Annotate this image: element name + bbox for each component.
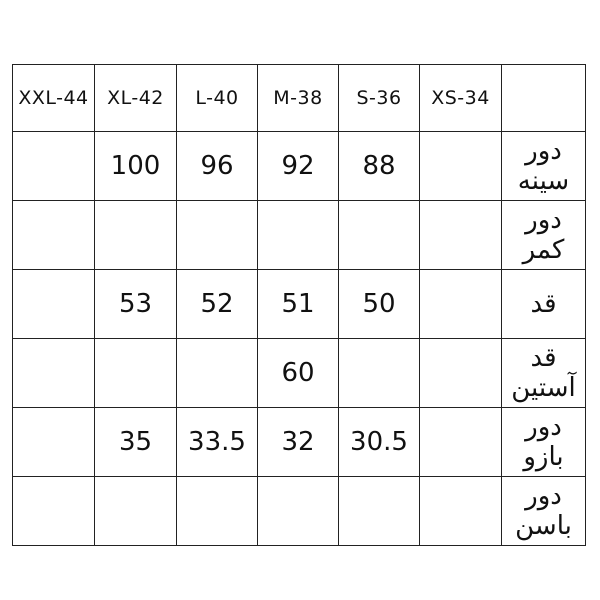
table-cell xyxy=(177,339,258,408)
header-cell-corner xyxy=(502,65,586,132)
table-cell: 32 xyxy=(258,408,339,477)
table-row-length xyxy=(13,270,586,339)
table-cell xyxy=(13,201,95,270)
header-cell-l-40: L-40 xyxy=(177,65,258,132)
header-cell-xxl-44: XXL-44 xyxy=(13,65,95,132)
table-cell xyxy=(177,201,258,270)
table-cell: 51 xyxy=(258,270,339,339)
table-cell xyxy=(95,201,177,270)
table-cell: 92 xyxy=(258,132,339,201)
table-cell xyxy=(420,270,502,339)
header-cell-m-38: M-38 xyxy=(258,65,339,132)
table-cell: 52 xyxy=(177,270,258,339)
table-cell xyxy=(420,339,502,408)
size-chart-table xyxy=(12,64,586,546)
table-cell xyxy=(13,477,95,546)
table-cell: 53 xyxy=(95,270,177,339)
row-label-length: قد xyxy=(502,270,586,339)
table-cell xyxy=(420,132,502,201)
table-row-hip xyxy=(13,477,586,546)
table-cell: 100 xyxy=(95,132,177,201)
table-cell xyxy=(13,339,95,408)
table-cell xyxy=(258,201,339,270)
table-cell xyxy=(420,477,502,546)
header-row xyxy=(13,65,586,132)
table-cell xyxy=(420,408,502,477)
table-cell: 96 xyxy=(177,132,258,201)
table-row-arm xyxy=(13,408,586,477)
table-cell xyxy=(339,477,420,546)
table-cell xyxy=(95,339,177,408)
row-label-waist: دور کمر xyxy=(502,201,586,270)
table-cell xyxy=(420,201,502,270)
row-label-sleeve-length: قد آستین xyxy=(502,339,586,408)
table-cell: 35 xyxy=(95,408,177,477)
table-cell xyxy=(13,270,95,339)
table-cell xyxy=(13,408,95,477)
table-cell: 33.5 xyxy=(177,408,258,477)
table-row-waist xyxy=(13,201,586,270)
table-cell xyxy=(95,477,177,546)
table-row-sleeve-length xyxy=(13,339,586,408)
header-cell-xs-34: XS-34 xyxy=(420,65,502,132)
table-cell: 60 xyxy=(258,339,339,408)
header-cell-xl-42: XL-42 xyxy=(95,65,177,132)
table-cell xyxy=(339,339,420,408)
table-cell xyxy=(177,477,258,546)
row-label-hip: دور باسن xyxy=(502,477,586,546)
row-label-chest: دور سینه xyxy=(502,132,586,201)
row-label-arm: دور بازو xyxy=(502,408,586,477)
table-cell: 88 xyxy=(339,132,420,201)
table-cell: 30.5 xyxy=(339,408,420,477)
table-cell xyxy=(258,477,339,546)
table-cell xyxy=(339,201,420,270)
header-cell-s-36: S-36 xyxy=(339,65,420,132)
table-cell: 50 xyxy=(339,270,420,339)
table-row-chest xyxy=(13,132,586,201)
table-cell xyxy=(13,132,95,201)
